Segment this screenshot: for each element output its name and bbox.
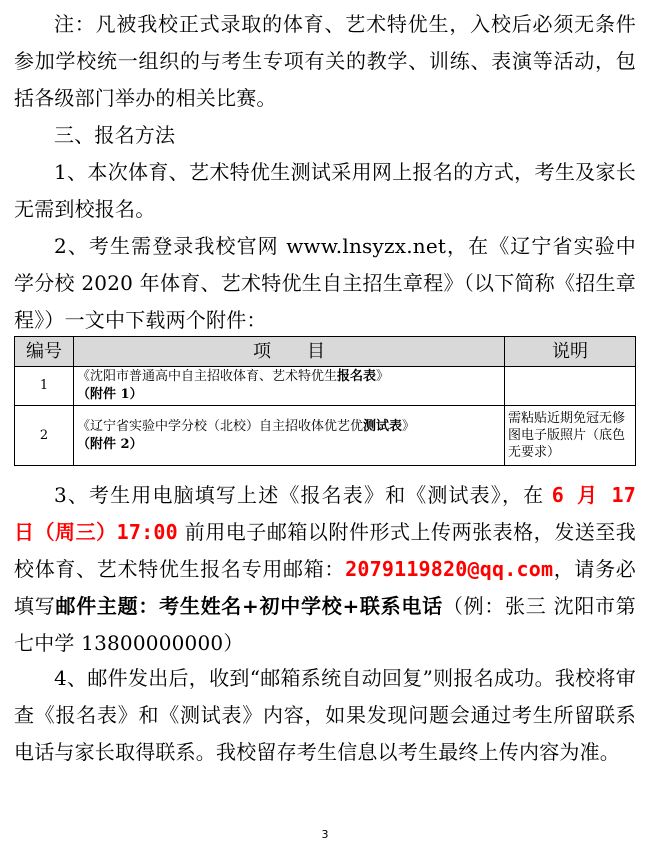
p3-example: （例：张三 沈阳市第七中学 13800000000） (14, 594, 636, 655)
row-description: 需粘贴近期免冠无修图电子版照片（底色无要求） (505, 406, 636, 466)
page-number: 3 (321, 828, 329, 841)
header-description: 说明 (505, 337, 636, 367)
header-number: 编号 (15, 337, 74, 367)
item-form-name: 测试表 (363, 418, 403, 434)
row-number: 1 (15, 367, 74, 406)
item-text-end: 》 (376, 369, 390, 384)
item-attachment-label: （附件 1） (77, 387, 143, 402)
item-text: 《沈阳市普通高中自主招收体育、艺术特优生 (77, 369, 338, 384)
paragraph-2: 2、考生需登录我校官网 www.lnsyzx.net，在《辽宁省实验中学分校 2020 年体育、艺术特优生自主招生章程》（以下简称《招生章程》）一文中下载两个附件： (14, 234, 636, 332)
header-item: 项 目 (74, 337, 505, 367)
deadline-date: 6 月 17 日（周三）17:00 (14, 483, 636, 544)
attachments-table (14, 336, 636, 466)
row-description (505, 367, 636, 406)
row-item (74, 367, 505, 406)
paragraph-4: 4、邮件发出后，收到“邮箱系统自动回复”则报名成功。我校将审查《报名表》和《测试表》内容，如果发现问题会通过考生所留联系电话与家长取得联系。我校留存考生信息以考生最终上传内容为准。 (14, 666, 636, 764)
row-item (74, 406, 505, 466)
item-form-name: 报名表 (337, 369, 377, 384)
registration-email: 2079119820@qq.com (345, 557, 554, 581)
table-header-row (15, 337, 636, 367)
p3-text-c: ，请务必填写 (14, 557, 636, 618)
paragraph-3 (14, 477, 636, 662)
table-row (15, 406, 636, 466)
paragraph-1: 1、本次体育、艺术特优生测试采用网上报名的方式，考生及家长无需到校报名。 (14, 160, 636, 221)
note-paragraph: 注：凡被我校正式录取的体育、艺术特优生，入校后必须无条件参加学校统一组织的与考生专项有关的教学、训练、表演等活动，包括各级部门举办的相关比赛。 (14, 12, 636, 110)
item-attachment-label: （附件 2） (77, 436, 143, 452)
email-subject-format: 邮件主题：考生姓名+初中学校+联系电话 (55, 594, 443, 618)
p3-text-b: 前用电子邮箱以附件形式上传两张表格，发送至我校体育、艺术特优生报名专用邮箱： (14, 520, 636, 581)
row-number: 2 (15, 406, 74, 466)
p3-text-a: 3、考生用电脑填写上述《报名表》和《测试表》，在 (54, 483, 552, 507)
section-heading: 三、报名方法 (54, 123, 176, 147)
table-row (15, 367, 636, 406)
item-text-end: 》 (402, 418, 416, 434)
item-text: 《辽宁省实验中学分校（北校）自主招收体优艺优 (77, 418, 364, 434)
